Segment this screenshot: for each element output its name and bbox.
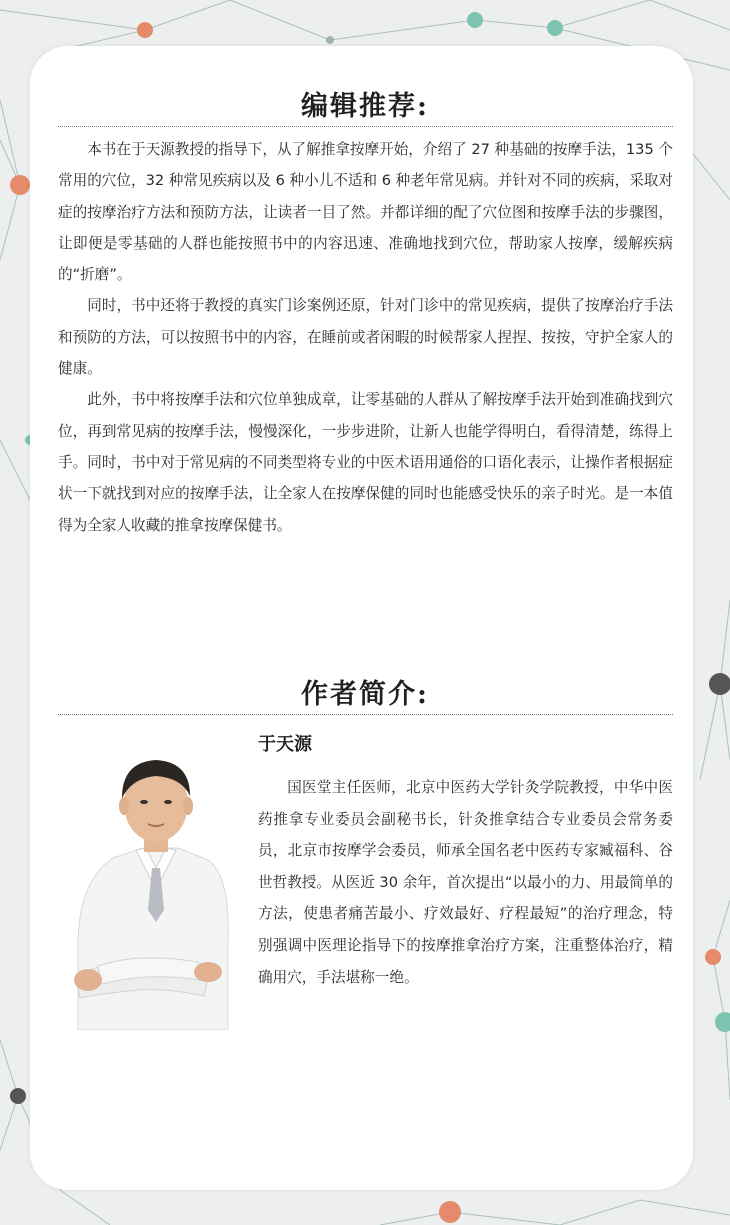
author-bio-text: 国医堂主任医师，北京中医药大学针灸学院教授，中华中医药推拿专业委员会副秘书长，针灸推拿结合专业委员会常务委员，北京市按摩学会委员，师承全国名老中医药专家臧福科、谷世哲教授。从医近 30 余年，首次提出“以最小的力、用最简单的方法，使患者痛苦最小、疗效最好、疗程最短”的治疗理念，特别强调中医理论指导下的按摩推拿治疗方案，注重整体治疗，精确用穴，手法堪称一绝。 (258, 779, 673, 986)
author-divider (58, 714, 673, 715)
author-name: 于天源 (258, 734, 312, 755)
recommend-paragraph-3: 此外，书中将按摩手法和穴位单独成章，让零基础的人群从了解按摩手法开始到准确找到穴位，再到常见病的按摩手法，慢慢深化，一步步进阶，让新人也能学得明白，看得清楚，练得上手。同时，书中对于常见病的不同类型将专业的中医术语用通俗的口语化表示，让操作者根据症状一下就找到对应的按摩手法，让全家人在按摩保健的同时也能感受快乐的亲子时光。是一本值得为全家人收藏的推拿按摩保健书。 (58, 391, 673, 534)
author-portrait (58, 740, 238, 1030)
recommend-paragraph-2: 同时，书中还将于教授的真实门诊案例还原，针对门诊中的常见疾病，提供了按摩治疗手法和预防的方法，可以按照书中的内容，在睡前或者闲暇的时候帮家人捏捏、按按，守护全家人的健康。 (58, 297, 673, 378)
recommend-divider (58, 126, 673, 127)
recommend-heading: 编辑推荐: (301, 91, 429, 122)
recommend-paragraph-1: 本书在于天源教授的指导下，从了解推拿按摩开始，介绍了 27 种基础的按摩手法，135 个常用的穴位，32 种常见疾病以及 6 种小儿不适和 6 种老年常见病。并针对不同的疾病，采取对症的按摩治疗方法和预防方法，让读者一目了然。并都详细的配了穴位图和按摩手法的步骤图，让即便是零基础的人群也能按照书中的内容迅速、准确地找到穴位，帮助家人按摩，缓解疾病的“折磨”。 (58, 141, 673, 284)
recommend-body (58, 134, 673, 541)
author-heading: 作者简介: (301, 679, 429, 710)
author-bio (258, 772, 673, 993)
